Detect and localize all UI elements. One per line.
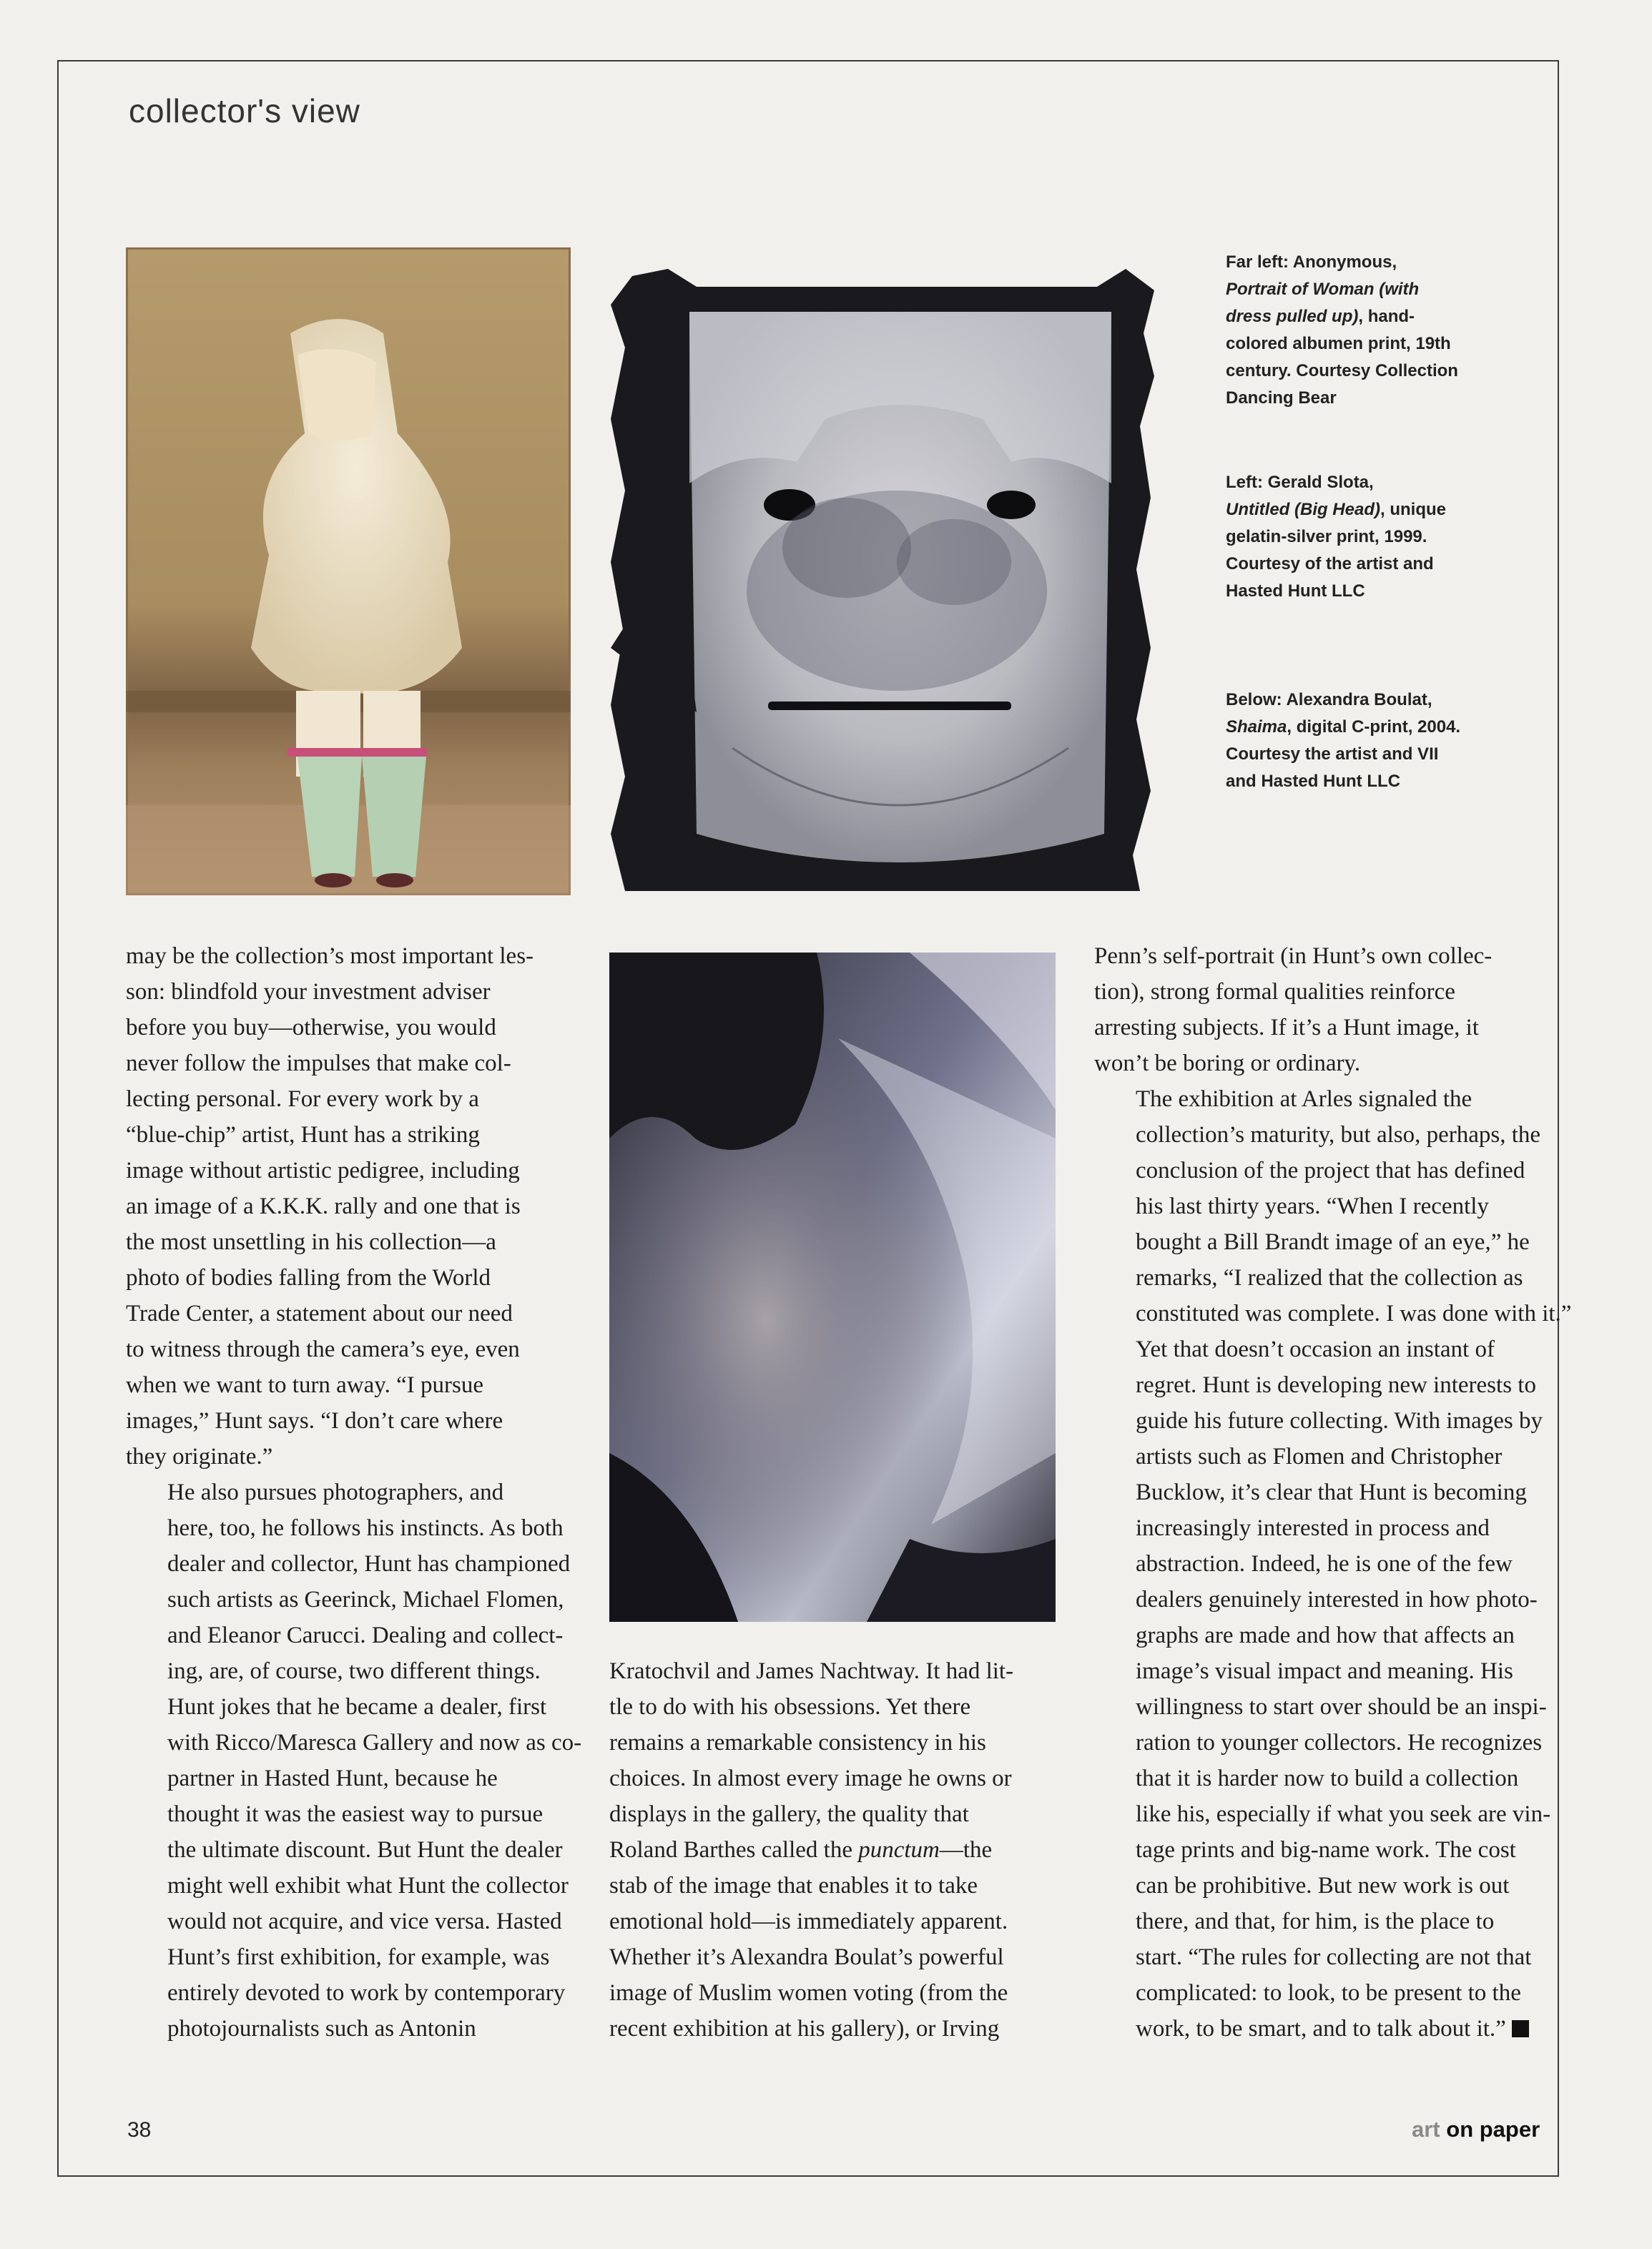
- text-line: remains a remarkable consistency in his: [609, 1730, 986, 1756]
- caption-below-rest: , digital C-print, 2004. Courtesy the artist and VII and Hasted Hunt LLC: [1226, 717, 1461, 791]
- text-line: guide his future collecting. With images by: [1136, 1408, 1543, 1434]
- text-line: and Eleanor Carucci. Dealing and collect-: [167, 1623, 564, 1648]
- caption-below: [1226, 686, 1469, 795]
- text-line: ration to younger collectors. He recognizes: [1136, 1730, 1543, 1756]
- text-line: collection’s maturity, but also, perhaps, the: [1136, 1122, 1541, 1148]
- article-column-2: [609, 1653, 1067, 2047]
- text-line: Kratochvil and James Nachtway. It had lit-: [609, 1658, 1014, 1684]
- text-line: the most unsettling in his collection—a: [126, 1229, 496, 1255]
- caption-left: [1226, 469, 1469, 605]
- col2-paragraph-1: [609, 1653, 1067, 2047]
- text-line: such artists as Geerinck, Michael Flomen,: [167, 1587, 564, 1613]
- text-line: might well exhibit what Hunt the collector: [167, 1873, 569, 1899]
- text-line: photo of bodies falling from the World: [126, 1265, 491, 1291]
- text-line: The exhibition at Arles signaled the: [1136, 1086, 1472, 1112]
- text-line: when we want to turn away. “I pursue: [126, 1372, 484, 1398]
- text-line: artists such as Flomen and Christopher: [1136, 1444, 1503, 1470]
- text-line: won’t be boring or ordinary.: [1094, 1050, 1361, 1076]
- caption-far-left-rest: , hand-colored albumen print, 19th century. Courtesy Collection Dancing Bear: [1226, 307, 1458, 408]
- text-line: here, too, he follows his instincts. As both: [167, 1515, 564, 1541]
- caption-far-left-title: Portrait of Woman (with dress pulled up): [1226, 280, 1420, 326]
- big-head-image: [611, 247, 1161, 895]
- text-line: entirely devoted to work by contemporary: [167, 1980, 566, 2006]
- caption-left-lead: Left: Gerald Slota,: [1226, 473, 1374, 492]
- text-line: his last thirty years. “When I recently: [1136, 1194, 1489, 1219]
- text-line: before you buy—otherwise, you would: [126, 1015, 496, 1040]
- text-line: Hunt jokes that he became a dealer, first: [167, 1694, 547, 1720]
- caption-left-title: Untitled (Big Head): [1226, 500, 1380, 519]
- text-line: can be prohibitive. But new work is out: [1136, 1873, 1510, 1899]
- text-line: complicated: to look, to be present to the: [1136, 1980, 1521, 2006]
- text-line: regret. Hunt is developing new interests to: [1136, 1372, 1536, 1398]
- text-line: Penn’s self-portrait (in Hunt’s own collec-: [1094, 943, 1493, 969]
- text-line: there, and that, for him, is the place to: [1136, 1909, 1495, 1934]
- col2-lines-before: [609, 1653, 1067, 1863]
- text-line: ing, are, of course, two different things.: [167, 1658, 541, 1684]
- text-line: Hunt’s first exhibition, for example, was: [167, 1944, 550, 1970]
- portrait-woman-image: [126, 247, 571, 895]
- text-line: like his, especially if what you seek are vin-: [1136, 1801, 1551, 1827]
- shaima-image: [609, 953, 1056, 1622]
- text-line: dealers genuinely interested in how photo-: [1136, 1587, 1538, 1613]
- text-line: stab of the image that enables it to take: [609, 1873, 978, 1899]
- text-line: the ultimate discount. But Hunt the dealer: [167, 1837, 563, 1863]
- section-title: collector's view: [129, 92, 360, 129]
- text-line: son: blindfold your investment adviser: [126, 979, 491, 1005]
- end-mark: [1512, 2020, 1529, 2037]
- text-line: displays in the gallery, the quality that: [609, 1801, 969, 1827]
- caption-below-lead: Below: Alexandra Boulat,: [1226, 690, 1432, 709]
- brand-art: art: [1412, 2117, 1440, 2142]
- text-line: tle to do with his obsessions. Yet there: [609, 1694, 971, 1720]
- col1-paragraph-1: [126, 938, 584, 1475]
- col3-paragraph-2: [1094, 1081, 1572, 1332]
- text-line: willingness to start over should be an inspi-: [1136, 1694, 1547, 1720]
- article-column-1: [126, 938, 584, 2047]
- text-line: Trade Center, a statement about our need: [126, 1301, 513, 1327]
- punctum-term: punctum: [858, 1837, 940, 1863]
- article-column-3: [1094, 938, 1572, 2047]
- caption-far-left-lead: Far left: Anonymous,: [1226, 252, 1397, 272]
- text-line: increasingly interested in process and: [1136, 1515, 1490, 1541]
- text-line: lecting personal. For every work by a: [126, 1086, 479, 1112]
- text-line: tage prints and big-name work. The cost: [1136, 1837, 1516, 1863]
- text-line: that it is harder now to build a collection: [1136, 1766, 1519, 1791]
- col1-paragraph-2: [126, 1475, 584, 2047]
- text-line: constituted was complete. I was done with it.”: [1136, 1301, 1572, 1327]
- magazine-brand: [1412, 2117, 1540, 2142]
- text-line: image of Muslim women voting (from the: [609, 1980, 1008, 2006]
- text-line: abstraction. Indeed, he is one of the few: [1136, 1551, 1513, 1577]
- text-line: recent exhibition at his gallery), or Irving: [609, 2016, 1000, 2042]
- text-line: dealer and collector, Hunt has championed: [167, 1551, 571, 1577]
- punctum-tail: —the: [939, 1837, 993, 1863]
- text-line: thought it was the easiest way to pursue: [167, 1801, 544, 1827]
- text-line: image’s visual impact and meaning. His: [1136, 1658, 1513, 1684]
- text-line: photojournalists such as Antonin: [167, 2016, 476, 2042]
- text-line: never follow the impulses that make col-: [126, 1050, 511, 1076]
- text-line: work, to be smart, and to talk about it.”: [1094, 2011, 1552, 2047]
- text-line: emotional hold—is immediately apparent.: [609, 1909, 1008, 1934]
- text-line: remarks, “I realized that the collection as: [1136, 1265, 1523, 1291]
- text-line: choices. In almost every image he owns or: [609, 1766, 1012, 1791]
- text-line: start. “The rules for collecting are not that: [1136, 1944, 1532, 1970]
- text-line: tion), strong formal qualities reinforce: [1094, 979, 1455, 1005]
- caption-far-left: [1226, 249, 1469, 412]
- text-line: image without artistic pedigree, including: [126, 1158, 520, 1183]
- text-line: they originate.”: [126, 1444, 273, 1470]
- text-line: He also pursues photographers, and: [167, 1480, 504, 1505]
- text-line: conclusion of the project that has defined: [1136, 1158, 1525, 1183]
- text-line: “blue-chip” artist, Hunt has a striking: [126, 1122, 480, 1148]
- text-line: may be the collection’s most important les-: [126, 943, 534, 969]
- text-line: with Ricco/Maresca Gallery and now as co-: [167, 1730, 582, 1756]
- text-line: Roland Barthes called the: [609, 1837, 859, 1863]
- text-line: images,” Hunt says. “I don’t care where: [126, 1408, 503, 1434]
- col2-lines-rest: [609, 1868, 1067, 2047]
- caption-below-title: Shaima: [1226, 717, 1287, 737]
- caption-left-rest: , unique gelatin-silver print, 1999. Courtesy of the artist and Hasted Hunt LLC: [1226, 500, 1446, 601]
- text-line: Bucklow, it’s clear that Hunt is becoming: [1136, 1480, 1527, 1505]
- text-line: arresting subjects. If it’s a Hunt image, it: [1094, 1015, 1479, 1040]
- brand-on-paper: on paper: [1440, 2117, 1540, 2142]
- page-number: 38: [127, 2118, 152, 2142]
- col3-paragraph-1: [1094, 938, 1552, 1081]
- col3-paragraph-3: [1094, 1332, 1552, 2047]
- text-line: Yet that doesn’t occasion an instant of: [1136, 1337, 1495, 1362]
- text-line: to witness through the camera’s eye, even: [126, 1337, 520, 1362]
- text-line: would not acquire, and vice versa. Hasted: [167, 1909, 562, 1934]
- text-line: partner in Hasted Hunt, because he: [167, 1766, 498, 1791]
- text-line: Whether it’s Alexandra Boulat’s powerful: [609, 1944, 1004, 1970]
- text-line: graphs are made and how that affects an: [1136, 1623, 1515, 1648]
- text-line: bought a Bill Brandt image of an eye,” he: [1136, 1229, 1530, 1255]
- text-line: an image of a K.K.K. rally and one that is: [126, 1194, 521, 1219]
